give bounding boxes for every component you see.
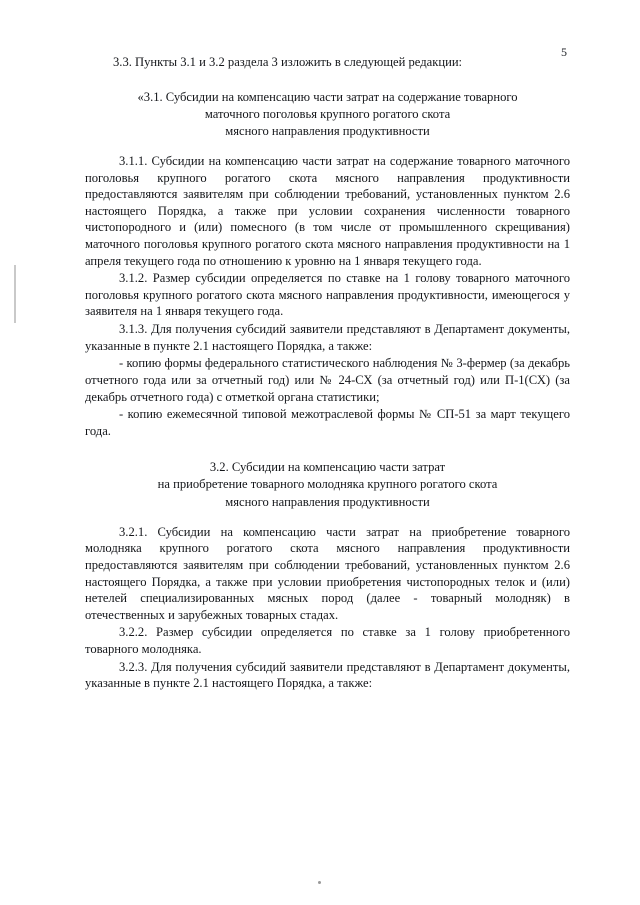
heading-3-2	[85, 459, 570, 510]
heading-3-2-line-3: мясного направления продуктивности	[225, 494, 430, 509]
document-body	[85, 54, 570, 692]
paragraph-3-2-2: 3.2.2. Размер субсидии определяется по ставке за 1 голову приобретенного товарного молодняка.	[85, 625, 570, 656]
paragraph-3-1-2: 3.1.2. Размер субсидии определяется по ставке на 1 голову товарного маточного поголовья крупного рогатого скота мясного направления продуктивности, имеющегося у заявителя на 1 января текущего года.	[85, 271, 570, 319]
paragraph-3-1-3: 3.1.3. Для получения субсидий заявители представляют в Департамент документы, указанные в пункте 2.1 настоящего Порядка, а также:	[85, 322, 570, 353]
heading-3-1-line-1: «3.1. Субсидии на компенсацию части затрат на содержание товарного	[137, 89, 518, 104]
page-footer-mark	[318, 881, 321, 884]
paragraph-3-2-3: 3.2.3. Для получения субсидий заявители представляют в Департамент документы, указанные в пункте 2.1 настоящего Порядка, а также:	[85, 659, 570, 691]
paragraph-dash-item-2: - копию ежемесячной типовой межотраслевой формы № СП-51 за март текущего года.	[85, 407, 570, 438]
page-number: 5	[561, 45, 567, 59]
margin-mark	[14, 265, 16, 323]
intro-paragraph: 3.3. Пункты 3.1 и 3.2 раздела 3 изложить в следующей редакции:	[113, 55, 463, 69]
heading-3-1-line-3: мясного направления продуктивности	[225, 123, 430, 138]
paragraph-3-1-1: 3.1.1. Субсидии на компенсацию части затрат на содержание товарного маточного поголовья крупного рогатого скота мясного направления продуктивности предоставляются заявителям при соблюдении требований, установленных пунктом 2.6 настоящего Порядка, а также при условии сохранения численности товарного чистопородного и (или) помесного (в том числе от промышленного скрещивания) маточного поголовья крупного рогатого скота мясного направления продуктивности на 1 апреля текущего года по отношению к уровню на 1 января текущего года.	[85, 153, 570, 268]
heading-3-2-line-1: 3.2. Субсидии на компенсацию части затрат	[209, 460, 446, 475]
heading-3-2-line-2: на приобретение товарного молодняка крупного рогатого скота	[157, 477, 498, 492]
heading-3-1-line-2: маточного поголовья крупного рогатого скота	[204, 106, 451, 121]
heading-3-1	[85, 89, 570, 140]
paragraph-dash-item-1: - копию формы федерального статистического наблюдения № 3-фермер (за декабрь отчетного года или за отчетный год) или № 24-СХ (за отчетный год) или П-1(СХ) (за декабрь отчетного года) с отметкой органа статистики;	[85, 356, 570, 404]
paragraph-3-2-1: 3.2.1. Субсидии на компенсацию части затрат на приобретение товарного молодняка крупного рогатого скота мясного направления продуктивности предоставляются заявителям при соблюдении требований, установленных пунктом 2.6 настоящего Порядка, а также при условии приобретения чистопородных телок и (или) нетелей специализированных мясных пород (далее - товарный молодняк) в отечественных и зарубежных товарных стадах.	[85, 524, 570, 622]
